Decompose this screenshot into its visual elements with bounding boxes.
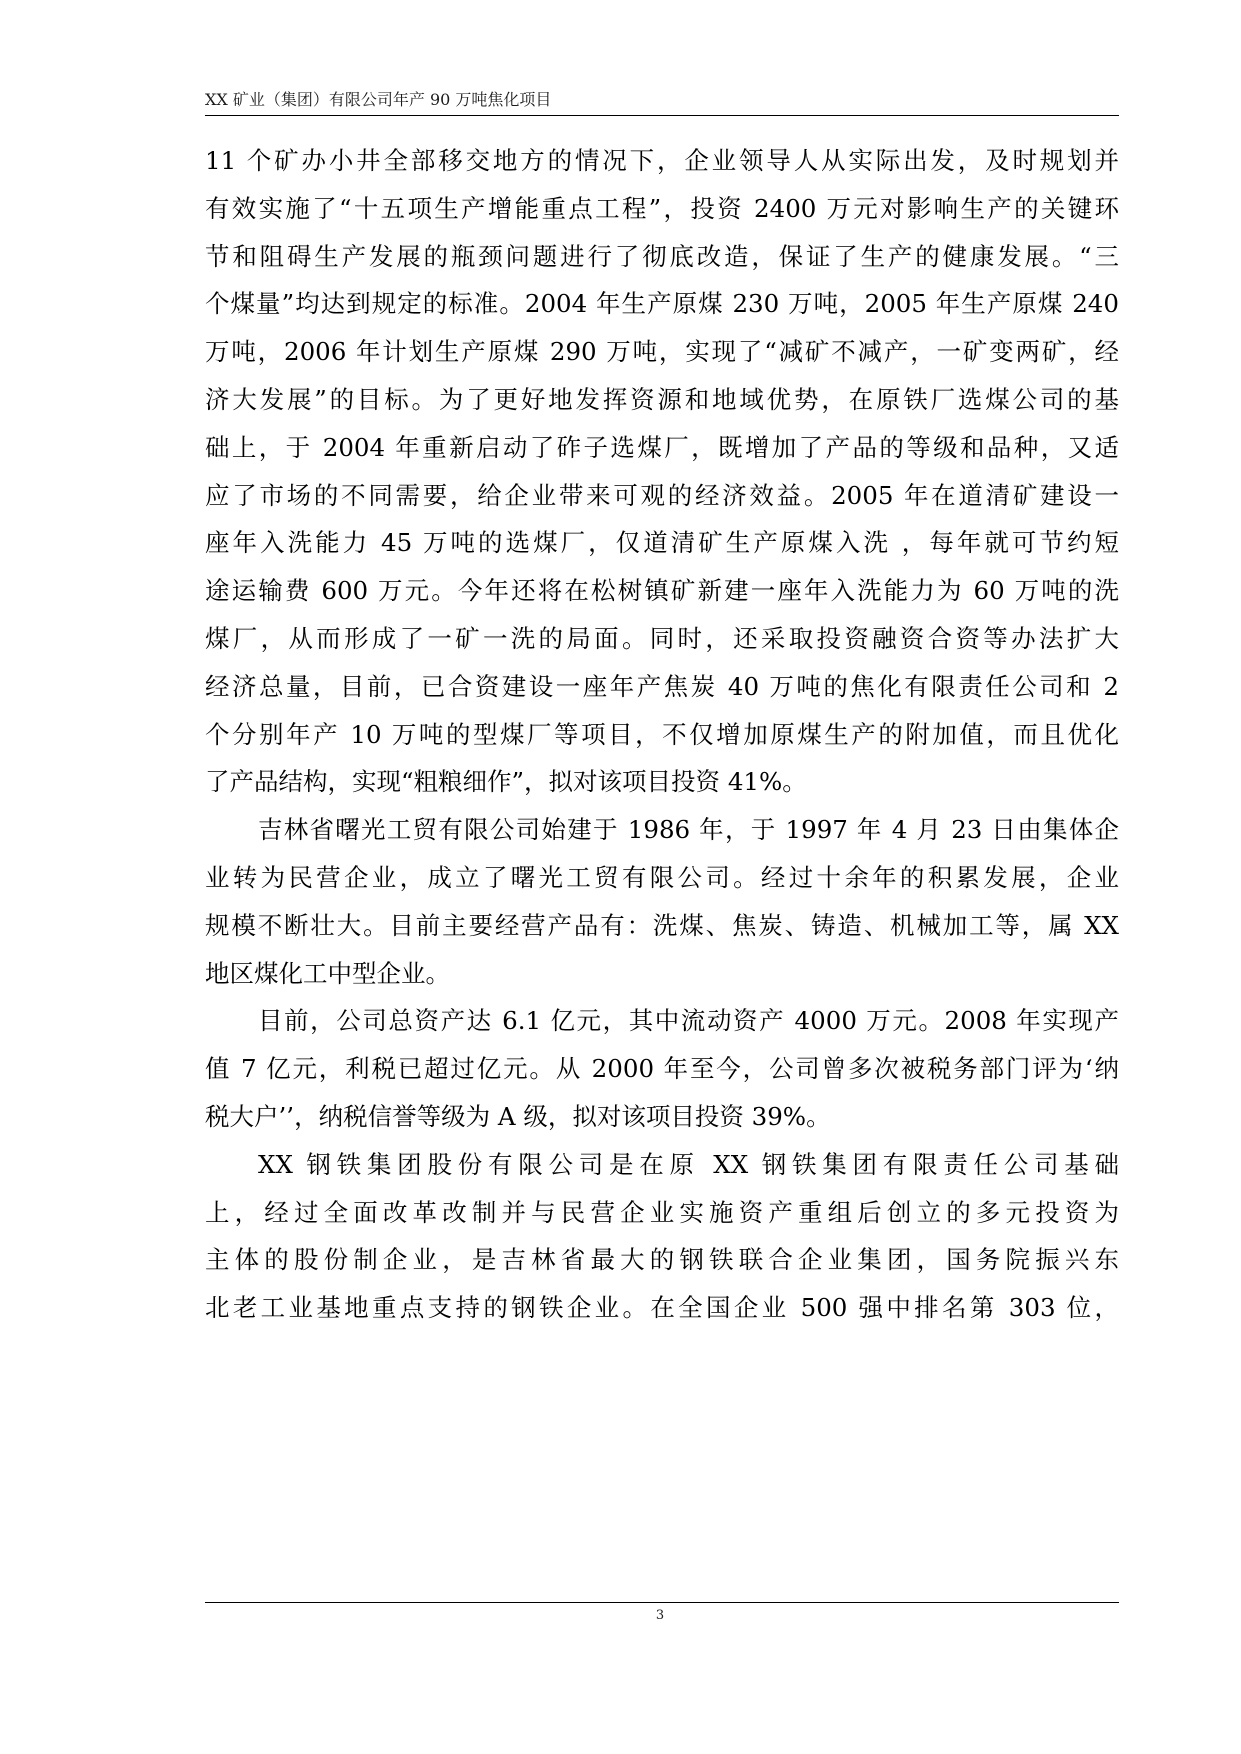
text-line: 个煤量”均达到规定的标准。2004 年生产原煤 230 万吨，2005 年生产原煤 240 (205, 289, 1119, 319)
document-body (205, 137, 1119, 1332)
text-line: 了产品结构，实现“粗粮细作”，拟对该项目投资 41%。 (205, 767, 807, 797)
text-line: 业转为民营企业，成立了曙光工贸有限公司。经过十余年的积累发展，企业 (205, 862, 1119, 892)
paragraph-3 (205, 997, 1119, 1140)
text-line: 目前，公司总资产达 6.1 亿元，其中流动资产 4000 万元。2008 年实现产 (258, 1006, 1119, 1036)
text-line: 规模不断壮大。目前主要经营产品有：洗煤、焦炭、铸造、机械加工等，属 XX (205, 910, 1119, 940)
paragraph-4 (205, 1141, 1119, 1332)
header-divider (205, 115, 1119, 116)
text-line: 有效实施了“十五项生产增能重点工程”，投资 2400 万元对影响生产的关键环 (205, 193, 1119, 223)
text-line: 北老工业基地重点支持的钢铁企业。在全国企业 500 强中排名第 303 位， (205, 1293, 1119, 1323)
text-line: 途运输费 600 万元。今年还将在松树镇矿新建一座年入洗能力为 60 万吨的洗 (205, 576, 1119, 606)
text-line: 税大户’’，纳税信誉等级为 A 级，拟对该项目投资 39%。 (205, 1101, 831, 1131)
page-number: 3 (655, 1608, 665, 1623)
text-line: 应了市场的不同需要，给企业带来可观的经济效益。2005 年在道清矿建设一 (205, 480, 1119, 510)
paragraph-1 (205, 137, 1119, 806)
text-line: 万吨，2006 年计划生产原煤 290 万吨，实现了“减矿不减产，一矿变两矿，经 (205, 337, 1119, 367)
text-line: 经济总量，目前，已合资建设一座年产焦炭 40 万吨的焦化有限责任公司和 2 (205, 671, 1119, 701)
text-line: 地区煤化工中型企业。 (205, 958, 450, 988)
text-line: 节和阻碍生产发展的瓶颈问题进行了彻底改造，保证了生产的健康发展。“三 (205, 241, 1119, 271)
text-line: 11 个矿办小井全部移交地方的情况下，企业领导人从实际出发，及时规划并 (205, 146, 1119, 175)
text-line: 吉林省曙光工贸有限公司始建于 1986 年，于 1997 年 4 月 23 日由集体企 (258, 815, 1119, 845)
text-line: 座年入洗能力 45 万吨的选煤厂，仅道清矿生产原煤入洗 ，每年就可节约短 (205, 528, 1119, 558)
text-line: 主体的股份制企业，是吉林省最大的钢铁联合企业集团，国务院振兴东 (205, 1245, 1119, 1275)
text-line: 煤厂，从而形成了一矿一洗的局面。同时，还采取投资融资合资等办法扩大 (205, 623, 1119, 653)
text-line: 济大发展”的目标。为了更好地发挥资源和地域优势，在原铁厂选煤公司的基 (205, 384, 1119, 414)
text-line: 个分别年产 10 万吨的型煤厂等项目，不仅增加原煤生产的附加值，而且优化 (205, 719, 1119, 749)
text-line: XX 钢铁集团股份有限公司是在原 XX 钢铁集团有限责任公司基础 (258, 1149, 1119, 1179)
paragraph-2 (205, 806, 1119, 997)
footer-divider (205, 1602, 1119, 1603)
text-line: 础上，于 2004 年重新启动了砟子选煤厂，既增加了产品的等级和品种，又适 (205, 432, 1119, 462)
page-header: XX 矿业（集团）有限公司年产 90 万吨焦化项目 (205, 90, 552, 109)
text-line: 值 7 亿元，利税已超过亿元。从 2000 年至今，公司曾多次被税务部门评为‘纳 (205, 1054, 1119, 1084)
text-line: 上，经过全面改革改制并与民营企业实施资产重组后创立的多元投资为 (205, 1197, 1119, 1227)
